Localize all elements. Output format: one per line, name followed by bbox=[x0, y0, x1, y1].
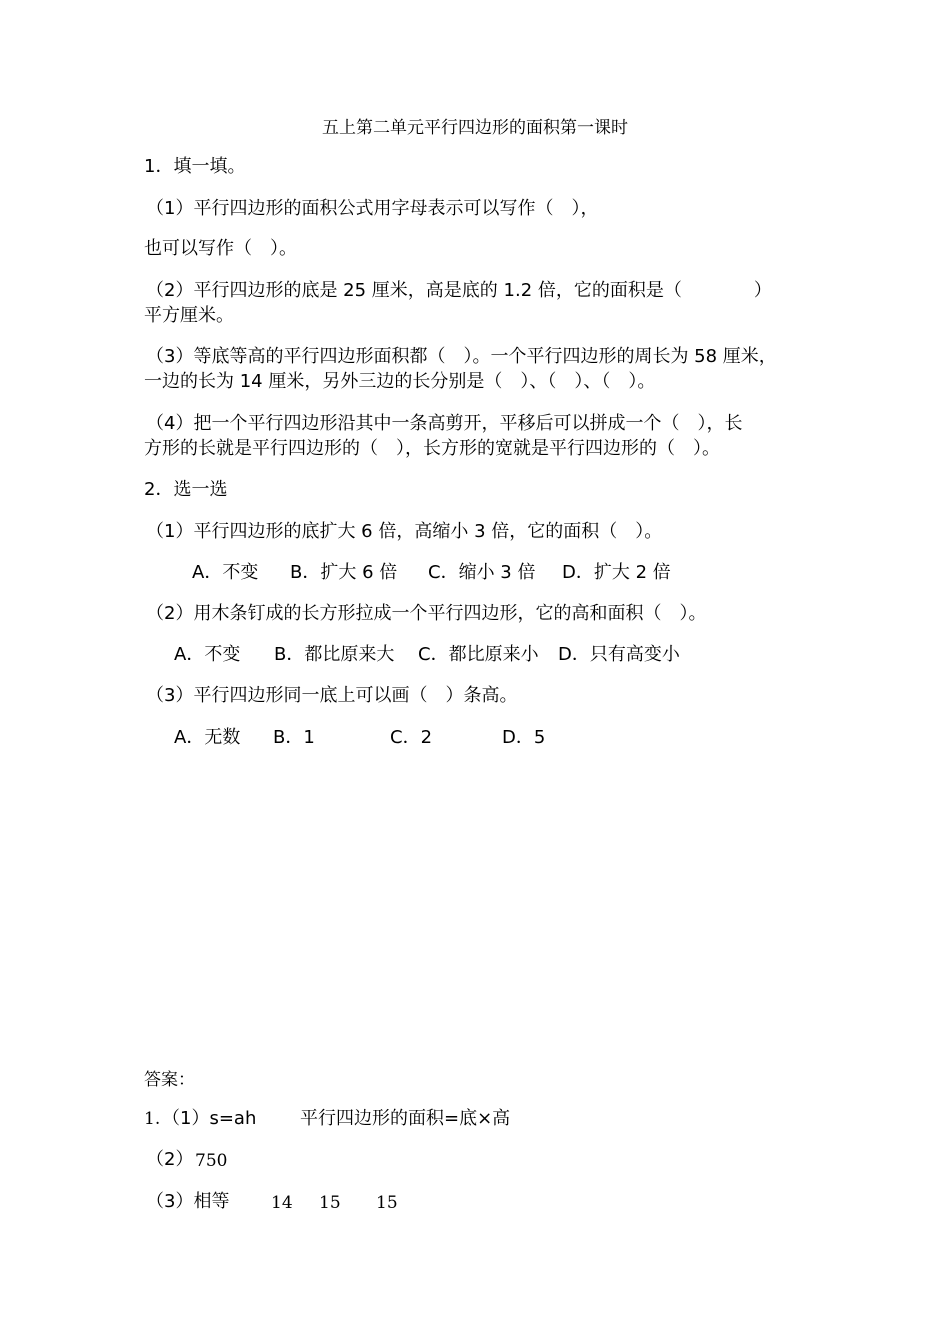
answer-3-label: （3）相等 bbox=[146, 1191, 230, 1212]
choice-q2-option-b: B．都比原来大 bbox=[274, 644, 395, 665]
fill-q3-line2: 一边的长为 14 厘米，另外三边的长分别是（ ）、（ ）、（ ）。 bbox=[144, 371, 656, 392]
choice-q3: （3）平行四边形同一底上可以画（ ）条高。 bbox=[146, 685, 518, 706]
fill-q1-line2: 也可以写作（ ）。 bbox=[144, 238, 297, 259]
fill-q2-line2: 平方厘米。 bbox=[144, 305, 234, 326]
choice-q2-option-c: C．都比原来小 bbox=[418, 644, 539, 665]
answer-1-number: 1. bbox=[144, 1109, 161, 1129]
answer-2-label: （2） bbox=[146, 1149, 194, 1170]
choice-q3-option-d: D．5 bbox=[502, 727, 546, 748]
choice-q1-option-c: C．缩小 3 倍 bbox=[428, 562, 536, 583]
answer-1-text: 平行四边形的面积=底×高 bbox=[300, 1108, 511, 1129]
choice-q2-option-d: D．只有高变小 bbox=[558, 644, 680, 665]
fill-q4-line2: 方形的长就是平行四边形的（ ），长方形的宽就是平行四边形的（ ）。 bbox=[144, 438, 720, 459]
page-title: 五上第二单元平行四边形的面积第一课时 bbox=[322, 118, 628, 138]
fill-q2-line1: （2）平行四边形的底是 25 厘米，高是底的 1.2 倍，它的面积是（ ） bbox=[146, 280, 772, 301]
fill-q4-line1: （4）把一个平行四边形沿其中一条高剪开，平移后可以拼成一个（ ），长 bbox=[146, 413, 743, 434]
answer-3-value-3: 15 bbox=[376, 1193, 398, 1213]
choice-q1: （1）平行四边形的底扩大 6 倍，高缩小 3 倍，它的面积（ ）。 bbox=[146, 521, 663, 542]
fill-q1-line1: （1）平行四边形的面积公式用字母表示可以写作（ ）， bbox=[146, 198, 599, 219]
fill-q3-line1: （3）等底等高的平行四边形面积都（ ）。一个平行四边形的周长为 58 厘米， bbox=[146, 346, 777, 367]
choice-q2-option-a: A．不变 bbox=[174, 644, 241, 665]
section2-heading: 2．选一选 bbox=[144, 479, 228, 500]
choice-q2: （2）用木条钉成的长方形拉成一个平行四边形，它的高和面积（ ）。 bbox=[146, 603, 707, 624]
choice-q1-option-a: A．不变 bbox=[192, 562, 259, 583]
answer-3-value-1: 14 bbox=[271, 1193, 293, 1213]
choice-q1-option-d: D．扩大 2 倍 bbox=[562, 562, 671, 583]
answer-2-value: 750 bbox=[195, 1151, 228, 1171]
choice-q3-option-c: C．2 bbox=[390, 727, 433, 748]
answer-1-label: （1）s=ah bbox=[162, 1108, 257, 1129]
section1-heading: 1．填一填。 bbox=[144, 156, 246, 177]
answer-3-value-2: 15 bbox=[319, 1193, 341, 1213]
choice-q1-option-b: B．扩大 6 倍 bbox=[290, 562, 398, 583]
choice-q3-option-b: B．1 bbox=[273, 727, 315, 748]
choice-q3-option-a: A．无数 bbox=[174, 727, 241, 748]
answers-heading: 答案： bbox=[144, 1070, 195, 1090]
